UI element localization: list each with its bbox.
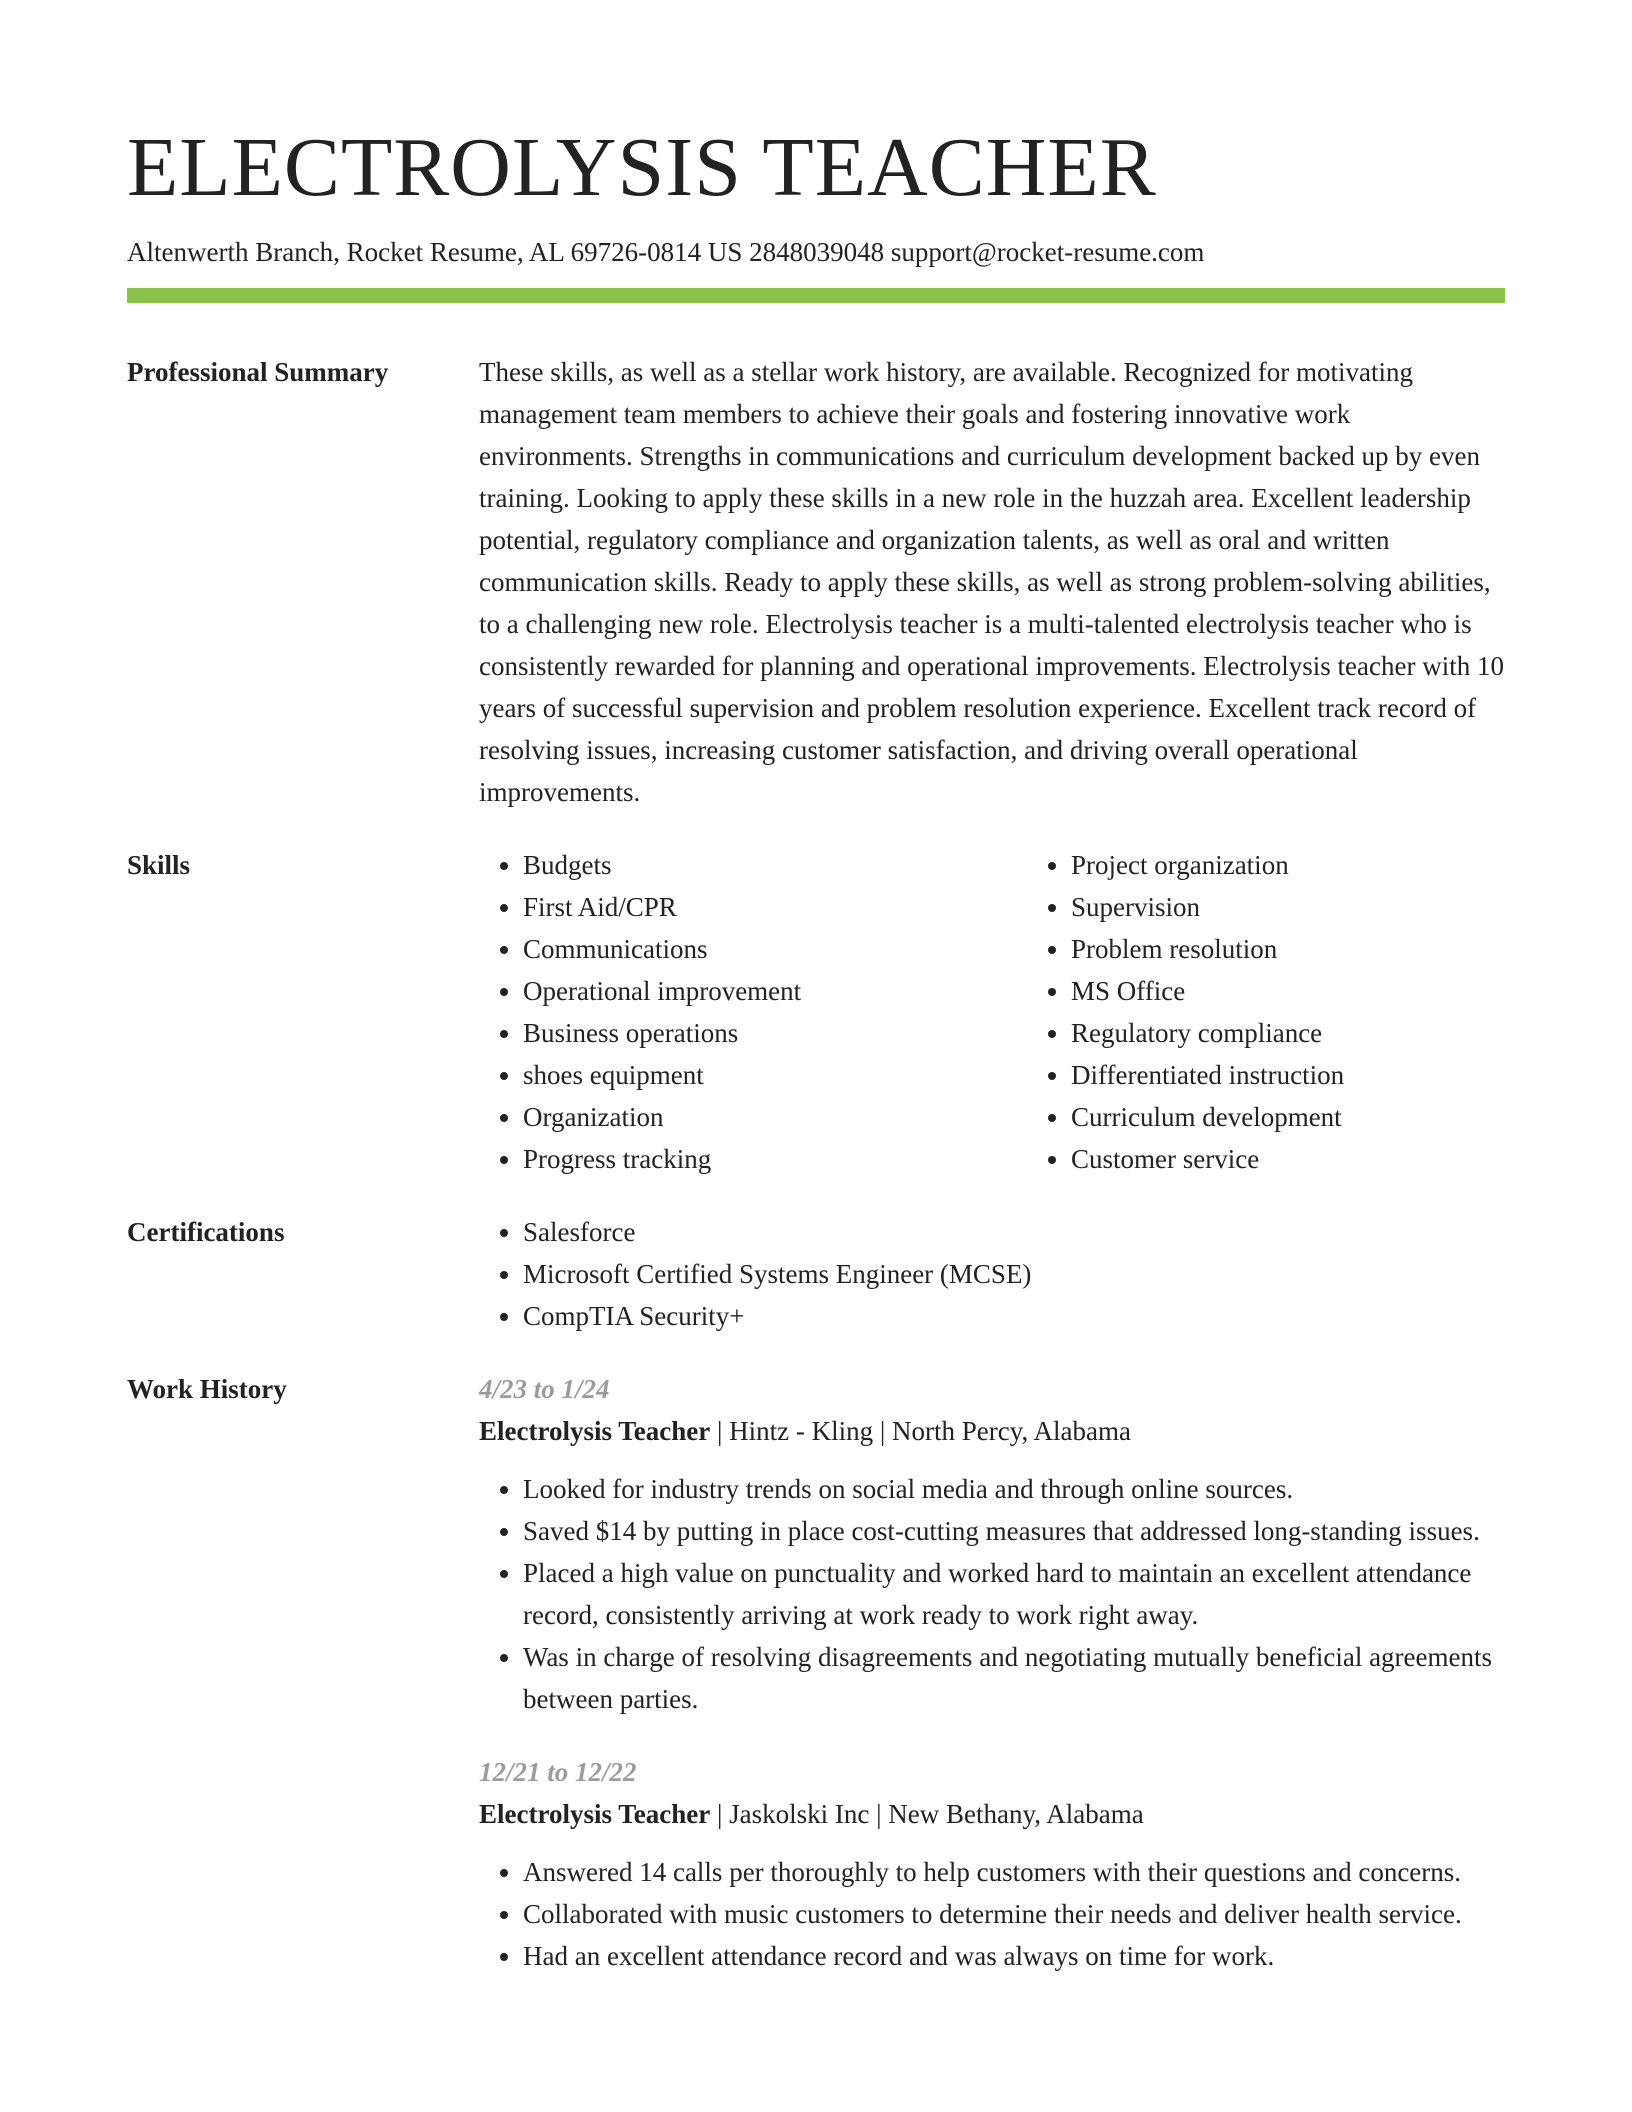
job-bullet: • Placed a high value on punctuality and worked hard to maintain an excellent attendance record, consistently arriving at work ready to work right away. xyxy=(523,1552,1505,1636)
summary-text: These skills, as well as a stellar work history, are available. Recognized for motivating management team members to achieve their goals and fostering innovative work environments. Strengths in communications and curriculum development backed up by even training. Looking to apply these skills in a new role in the huzzah area. Excellent leadership potential, regulatory compliance and organization talents, as well as oral and written communication skills. Ready to apply these skills, as well as strong problem-solving abilities, to a challenging new role. Electrolysis teacher is a multi-talented electrolysis teacher who is consistently rewarded for planning and operational improvements. Electrolysis teacher with 10 years of successful supervision and problem resolution experience. Excellent track record of resolving issues, increasing customer satisfaction, and driving overall operational improvements. xyxy=(479,357,1504,807)
job-bullet: • Saved $14 by putting in place cost-cutting measures that addressed long-standing issues. xyxy=(523,1510,1505,1552)
skill-item: • Operational improvement xyxy=(523,970,1027,1012)
skill-item: • First Aid/CPR xyxy=(523,886,1027,928)
job-date: 4/23 to 1/24 xyxy=(479,1374,610,1404)
skill-item: • Budgets xyxy=(523,844,1027,886)
job-bullet: • Looked for industry trends on social media and through online sources. xyxy=(523,1468,1505,1510)
skill-item: • shoes equipment xyxy=(523,1054,1027,1096)
skills-label: Skills xyxy=(127,850,191,880)
job-title: Electrolysis Teacher xyxy=(479,1799,711,1829)
skill-item: • MS Office xyxy=(1071,970,1575,1012)
job-bullet: • Answered 14 calls per thoroughly to help customers with their questions and concerns. xyxy=(523,1851,1505,1893)
certification-item: • CompTIA Security+ xyxy=(523,1295,1505,1337)
job-entry xyxy=(479,1751,1505,1977)
work-history-section xyxy=(127,1368,1505,1977)
accent-rule xyxy=(127,288,1505,303)
certifications-label: Certifications xyxy=(127,1217,285,1247)
skill-item: • Differentiated instruction xyxy=(1071,1054,1575,1096)
job-bullet: • Was in charge of resolving disagreements and negotiating mutually beneficial agreements between parties. xyxy=(523,1636,1505,1720)
skills-section xyxy=(127,844,1505,1180)
job-bullet: • Had an excellent attendance record and was always on time for work. xyxy=(523,1935,1505,1977)
skills-body xyxy=(479,844,1575,1180)
certifications-list xyxy=(479,1211,1505,1337)
skill-item: • Project organization xyxy=(1071,844,1575,886)
skill-item: • Supervision xyxy=(1071,886,1575,928)
job-title-line xyxy=(479,1410,1505,1452)
skill-item: • Curriculum development xyxy=(1071,1096,1575,1138)
skills-list-right xyxy=(1027,844,1575,1180)
certifications-body xyxy=(479,1211,1505,1337)
work-history-label: Work History xyxy=(127,1374,287,1404)
job-title-line xyxy=(479,1793,1505,1835)
skill-item: • Communications xyxy=(523,928,1027,970)
skill-item: • Problem resolution xyxy=(1071,928,1575,970)
certification-item: • Microsoft Certified Systems Engineer (MCSE) xyxy=(523,1253,1505,1295)
skill-item: • Customer service xyxy=(1071,1138,1575,1180)
skill-item: • Organization xyxy=(523,1096,1027,1138)
summary-section xyxy=(127,351,1505,813)
job-bullet: • Collaborated with music customers to determine their needs and deliver health service. xyxy=(523,1893,1505,1935)
job-date: 12/21 to 12/22 xyxy=(479,1757,637,1787)
certification-item: • Salesforce xyxy=(523,1211,1505,1253)
contact-line: Altenwerth Branch, Rocket Resume, AL 69726-0814 US 2848039048 support@rocket-resume.com xyxy=(127,237,1205,267)
certifications-section xyxy=(127,1211,1505,1337)
job-bullets xyxy=(479,1851,1505,1977)
job-details: | Jaskolski Inc | New Bethany, Alabama xyxy=(710,1799,1144,1829)
job-details: | Hintz - Kling | North Percy, Alabama xyxy=(710,1416,1131,1446)
skill-item: • Regulatory compliance xyxy=(1071,1012,1575,1054)
summary-label: Professional Summary xyxy=(127,357,389,387)
work-history-body xyxy=(479,1368,1505,1977)
skill-item: • Business operations xyxy=(523,1012,1027,1054)
job-bullets xyxy=(479,1468,1505,1720)
resume-name: ELECTROLYSIS TEACHER xyxy=(127,121,1157,214)
skill-item: • Progress tracking xyxy=(523,1138,1027,1180)
job-entry xyxy=(479,1368,1505,1720)
job-title: Electrolysis Teacher xyxy=(479,1416,711,1446)
summary-body xyxy=(479,351,1505,813)
skills-list-left xyxy=(479,844,1027,1180)
